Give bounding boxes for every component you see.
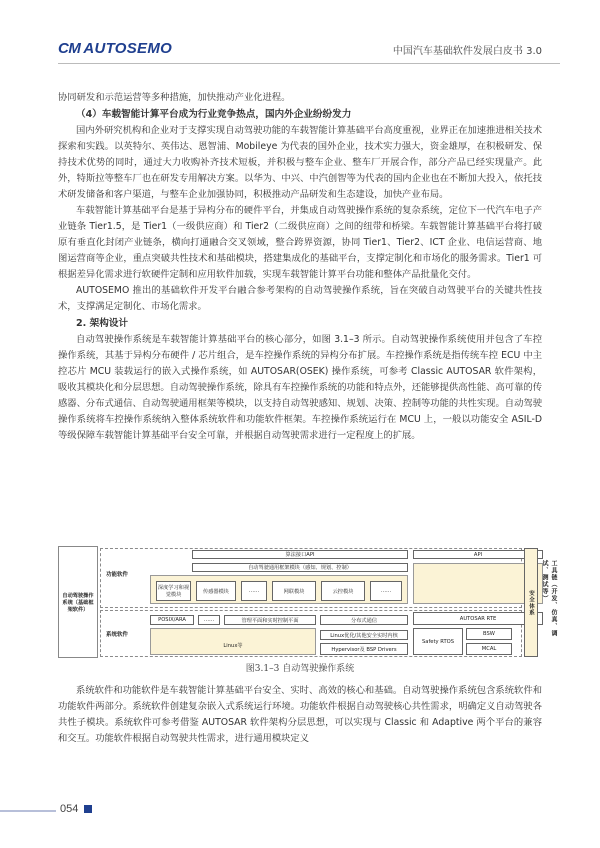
distributed-comm-box	[320, 615, 408, 625]
cloud-control-box	[321, 581, 365, 601]
header-divider	[58, 63, 560, 64]
ellipsis-box	[241, 581, 267, 601]
figure-caption: 图3.1–3 自动驾驶操作系统	[245, 664, 355, 674]
linux-optimized-box	[320, 630, 408, 640]
autosar-rte-label: AUTOSAR RTE	[459, 615, 497, 622]
page-number: 054	[60, 803, 79, 815]
paragraph: 国内外研究机构和企业对于支撑实现自动驾驶功能的车载智能计算基础平台高度重视，业界正在加速推进相关技术探索和实践。以英特尔、英伟达、恩智浦、Mobileye 为代表的国外企业，技术实力强大，资金雄厚，在积极研发、保持技术优势的同时，通过大力收购补齐技术短板，并积极与整车企业、整车厂开展合作，部分产品已经实现量产。此外，特斯拉等整车厂也在研发专用解决方案。以华为、中兴、中汽创智等为代表的国内企业也在不断加大投入，依托技术研发储备和客户渠道，与整车企业加强协同，积极推动产品研发和生态建设，加快产业布局。	[58, 125, 542, 200]
security-label: 安全体系	[528, 589, 534, 616]
mcal-box	[466, 643, 512, 655]
diagram-left-column	[58, 546, 98, 658]
paragraph-continued: 协同研发和示范运营等多种措施，加快推动产业化进程。	[58, 92, 291, 103]
deep-learning-label: 深度学习和视觉模块	[157, 585, 190, 598]
toolchain-label: 工具链（开发、仿真、调试、测试等）	[541, 560, 557, 637]
paragraph: 系统软件和功能软件是车载智能计算基础平台安全、实时、高效的核心和基础。自动驾驶操作系统包含系统软件和功能软件两部分。系统软件创建复杂嵌入式系统运行环境。功能软件根据自动驾驶核心共性需求，明确定义自动驾驶各共性子模块。系统软件可参考借鉴 AUTOSAR 软件架构分层思想，可以实现与 Classic 和 Adaptive 两个平台的兼容和交互。功能软件根据自动驾驶共性需求，进行通用模块定义	[58, 685, 542, 744]
deep-learning-box	[156, 581, 191, 601]
linux-area	[150, 628, 316, 655]
functional-software-label: 功能软件	[106, 572, 129, 578]
posix-ara-box	[150, 615, 194, 625]
hypervisor-label: Hypervisor及 BSP Drivers	[331, 646, 397, 653]
paragraph: 自动驾驶操作系统是车载智能计算基础平台的核心部分，如图 3.1–3 所示。自动驾驶操作系统使用并包含了车控操作系统，其基于异构分布硬件 / 芯片组合，是车控操作系统的异构分布扩展。车控操作系统是指传统车控 ECU 中主控芯片 MCU 装载运行的嵌入式操作系统，如 AUTOSAR(OSEK) 操作系统，可参考 Classic AUTOSAR 软件架构，吸收其模块化和分层思想。自动驾驶操作系统，除具有车控操作系统的功能和特点外，还能够提供高性能、高可靠的传感器、分布式通信、自动驾驶通用框架等模块，以支持自动驾驶感知、规划、决策、控制等功能的共性实现。自动驾驶操作系统将车控操作系统纳入整体系统软件和功能软件框架。车控操作系统运行在 MCU 上，一般以功能安全 ASIL-D 等级保障车载智能计算基础平台安全可靠，并根据自动驾驶需求进行一定程度上的扩展。	[58, 334, 542, 441]
system-software-label: 系统软件	[106, 632, 129, 638]
mcal-label: MCAL	[481, 646, 497, 652]
algorithm-api-box	[192, 550, 408, 559]
architecture-diagram	[58, 546, 538, 658]
paragraph: 车载智能计算基础平台是基于异构分布的硬件平台，并集成自动驾驶操作系统的复杂系统，定位下一代汽车电子产业链条 Tier1.5，是 Tier1（一级供应商）和 Tier2（二级供应商）之间的纽带和桥梁。车载智能计算基础平台将打破原有垂直化封闭产业链条，横向打通融合交叉领域，整合跨界资源，协同 Tier1、Tier2、ICT 企业、电信运营商、地图运营商等企业，重点突破共性技术和基础模块，搭建集成化的基础平台，支撑定制化和市场化的服务需求。Tier1 可根据差异化需求进行软硬件定制和应用软件加载，实现车载智能计算平台功能和整体产品批量化交付。	[58, 205, 542, 280]
paragraph: AUTOSEMO 推出的基础软件开发平台融合参考架构的自动驾驶操作系统，旨在突破自动驾驶平台的关键共性技术，支撑满足定制化、市场化需求。	[58, 285, 542, 312]
posix-ara-label: POSIX/ARA	[158, 617, 186, 623]
footer-accent-bar	[0, 810, 56, 812]
cloud-control-label: 云控模块	[332, 588, 354, 595]
section-heading-architecture: 2. 架构设计	[76, 318, 129, 329]
sensor-label: 传感器模块	[203, 588, 229, 595]
ellipsis-box	[370, 581, 402, 601]
management-plane-box	[224, 615, 316, 625]
algorithm-api-label: 算法接口API	[285, 552, 315, 558]
body-text-top	[58, 90, 542, 444]
network-label: 网联模块	[283, 588, 305, 595]
autosemo-logo	[58, 40, 172, 57]
page-marker-square	[84, 805, 92, 813]
ellipsis-label: ……	[248, 588, 260, 594]
linux-optimized-label: Linux优化/其他安全实时内核	[330, 632, 398, 639]
bsw-label: BSW	[483, 631, 495, 637]
hypervisor-box	[320, 643, 408, 655]
ellipsis-label: ……	[380, 588, 392, 594]
bsw-box	[466, 628, 512, 640]
ellipsis-box	[198, 615, 220, 625]
safety-rtos-label: Safety RTOS	[421, 638, 454, 645]
ellipsis-label: ……	[203, 617, 215, 623]
security-column	[524, 548, 538, 657]
toolchain-column	[542, 560, 556, 650]
diagram-os-label: 自动驾驶操作系统（基础框架软件）	[62, 592, 94, 613]
api-label: API	[473, 551, 483, 558]
linux-label: Linux等	[223, 643, 243, 649]
section-heading-4: （4）车载智能计算平台成为行业竞争热点，国内外企业纷纷发力	[76, 109, 352, 120]
safety-rtos-box	[413, 628, 463, 655]
framework-box	[192, 563, 408, 572]
logo-text: AUTOSEMO	[83, 40, 173, 57]
body-text-bottom	[58, 683, 542, 747]
distributed-comm-label: 分布式通信	[351, 617, 377, 624]
framework-label: 自动驾驶通用框架模块（感知、规划、控制）	[248, 565, 352, 571]
network-box	[272, 581, 316, 601]
management-plane-label: 管理平面和实时控制平面	[241, 617, 299, 624]
sensor-box	[196, 581, 236, 601]
running-header-title: 中国汽车基础软件发展白皮书 3.0	[392, 46, 542, 57]
logo-mark: CM	[58, 40, 81, 57]
